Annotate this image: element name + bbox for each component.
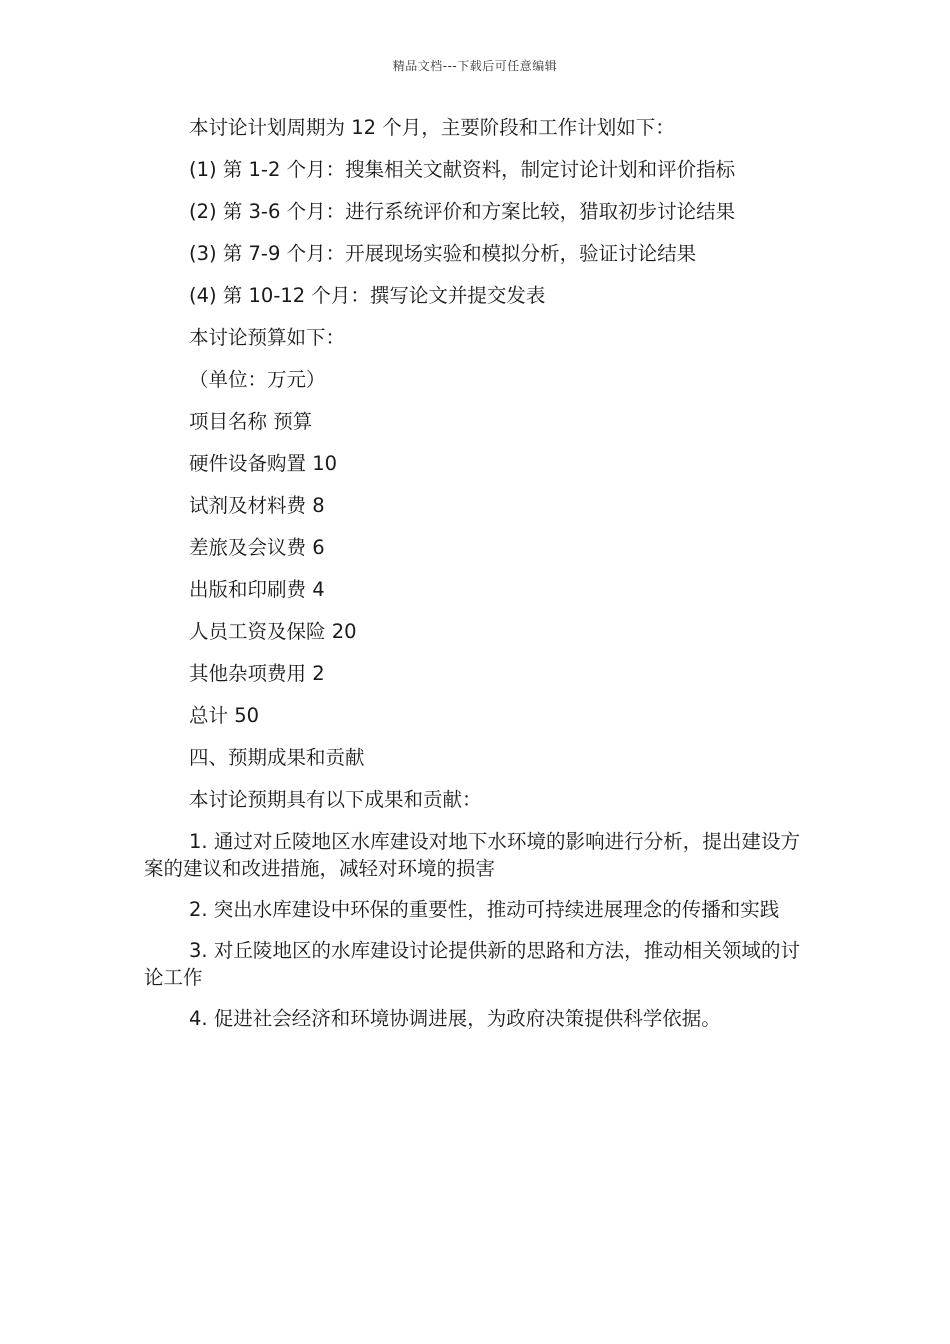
budget-item-printing: 出版和印刷费 4	[189, 578, 325, 601]
document-body	[144, 114, 800, 1046]
section-heading: 四、预期成果和贡献	[189, 746, 365, 769]
budget-item-hardware: 硬件设备购置 10	[189, 452, 338, 475]
outcomes-intro: 本讨论预期具有以下成果和贡献：	[189, 788, 482, 811]
budget-total: 总计 50	[189, 704, 260, 727]
budget-unit: （单位：万元）	[189, 368, 326, 391]
plan-stage-2: (2) 第 3-6 个月：进行系统评价和方案比较，猎取初步讨论结果	[189, 200, 736, 223]
budget-item-misc: 其他杂项费用 2	[189, 662, 325, 685]
plan-stage-4: (4) 第 10-12 个月：撰写论文并提交发表	[189, 284, 546, 307]
outcome-item-3: 3. 对丘陵地区的水库建设讨论提供新的思路和方法，推动相关领域的讨论工作	[144, 939, 800, 989]
budget-header: 项目名称 预算	[189, 410, 313, 433]
outcome-item-2: 2. 突出水库建设中环保的重要性，推动可持续进展理念的传播和实践	[189, 898, 780, 921]
budget-item-salary: 人员工资及保险 20	[189, 620, 357, 643]
plan-intro: 本讨论计划周期为 12 个月，主要阶段和工作计划如下：	[189, 116, 675, 139]
budget-item-materials: 试剂及材料费 8	[189, 494, 325, 517]
outcome-item-1: 1. 通过对丘陵地区水库建设对地下水环境的影响进行分析，提出建设方案的建议和改进措施，减轻对环境的损害	[144, 830, 800, 880]
plan-stage-1: (1) 第 1-2 个月：搜集相关文献资料，制定讨论计划和评价指标	[189, 158, 736, 181]
budget-intro: 本讨论预算如下：	[189, 326, 346, 349]
plan-stage-3: (3) 第 7-9 个月：开展现场实验和模拟分析，验证讨论结果	[189, 242, 697, 265]
outcome-item-4: 4. 促进社会经济和环境协调进展，为政府决策提供科学依据。	[189, 1007, 721, 1030]
budget-item-travel: 差旅及会议费 6	[189, 536, 325, 559]
page-header: 精品文档---下载后可任意编辑	[392, 59, 558, 73]
